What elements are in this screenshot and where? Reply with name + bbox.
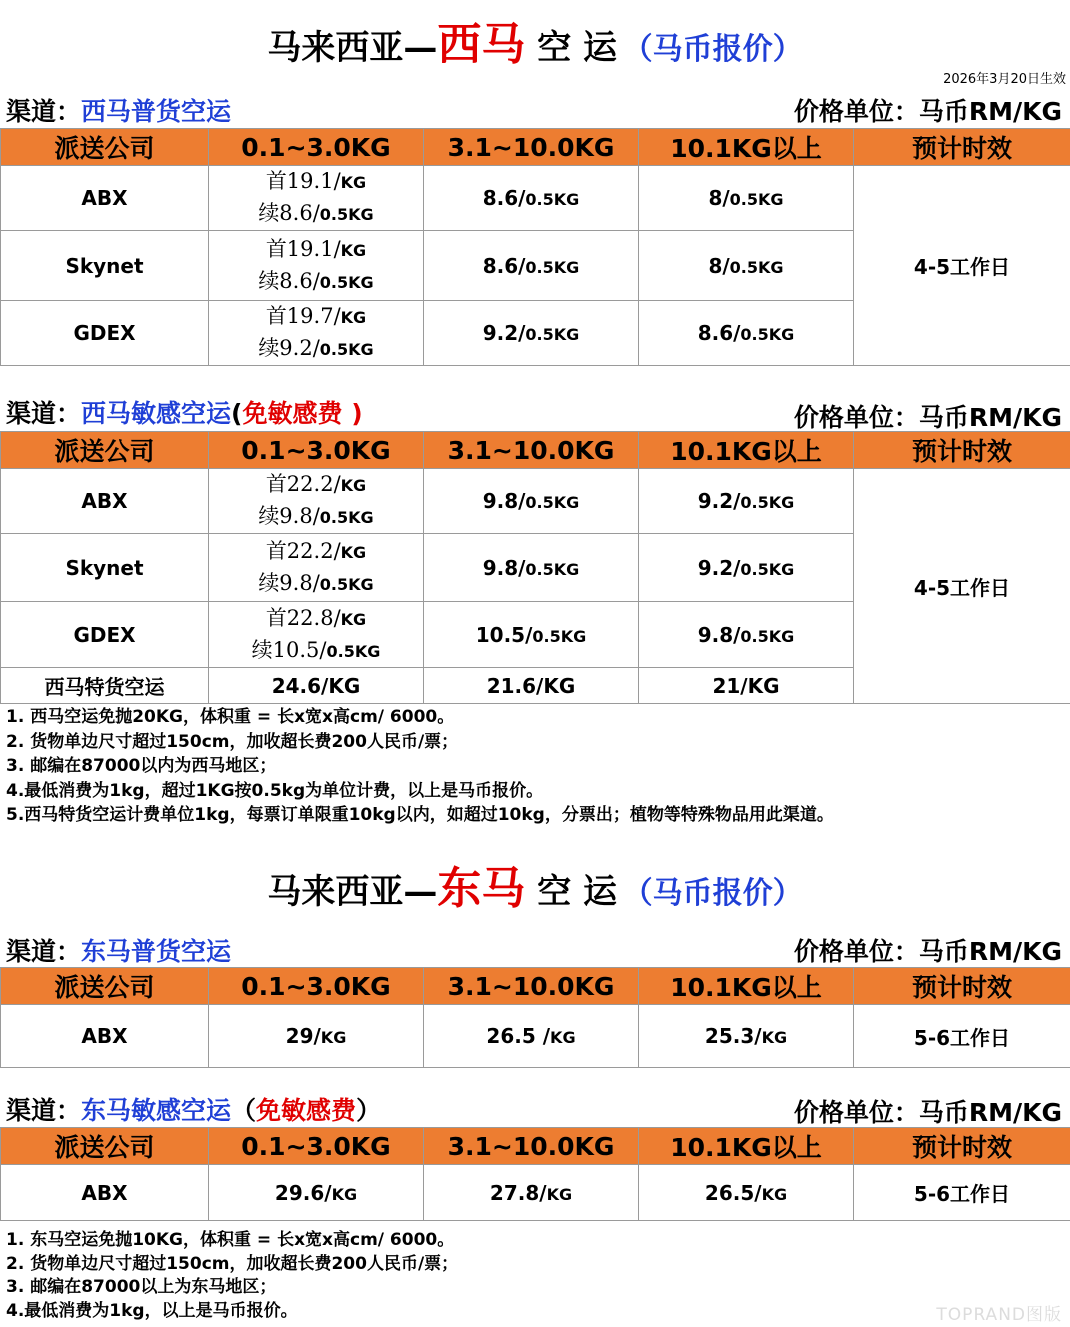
- west-sensitive-channel-row: [0, 394, 1070, 432]
- low-weight-price: 首22.8/KG 续10.5/0.5KG: [209, 602, 424, 668]
- header-high-weight: 10.1KG以上: [639, 129, 854, 166]
- west-title-region: 西马: [437, 19, 526, 70]
- note-line: 5.西马特货空运计费单位1kg，每票订单限重10kg以内，如超过10kg，分票出；植物等特殊物品用此渠道。: [6, 805, 834, 825]
- eta-cell: 5-6工作日: [854, 1005, 1070, 1068]
- high-weight-price: 8.6/0.5KG: [639, 301, 854, 366]
- note-line: 4.最低消费为1kg，超过1KG按0.5kg为单位计费，以上是马币报价。: [6, 780, 544, 801]
- high-weight-price: 25.3/KG: [639, 1005, 854, 1068]
- channel-name: 西马敏感空运: [81, 399, 232, 428]
- table-header-row: [1, 129, 1070, 166]
- header-high-weight: 10.1KG以上: [639, 432, 854, 469]
- note-line: 1. 东马空运免抛10KG，体积重 = 长x宽x高cm/ 6000。: [6, 1230, 455, 1250]
- price-unit-label: 价格单位：马币RM/KG: [793, 937, 1062, 966]
- high-weight-price: 9.8/0.5KG: [639, 602, 854, 668]
- price-unit-label: 价格单位：马币RM/KG: [793, 403, 1062, 432]
- company-name: GDEX: [1, 602, 209, 668]
- channel-extra: 免敏感费: [242, 399, 352, 428]
- header-eta: 预计时效: [854, 432, 1070, 469]
- note-line: 4.最低消费为1kg，以上是马币报价。: [6, 1300, 298, 1321]
- header-eta: 预计时效: [854, 129, 1070, 166]
- table-header-row: [1, 432, 1070, 469]
- channel-label: 渠道：: [6, 97, 82, 126]
- low-weight-price: 首22.2/KG 续9.8/0.5KG: [209, 534, 424, 602]
- channel-name: 东马普货空运: [81, 937, 232, 966]
- channel-label: 渠道：: [6, 399, 82, 428]
- header-mid-weight: 3.1~10.0KG: [424, 1128, 639, 1165]
- header-company: 派送公司: [1, 432, 209, 469]
- high-weight-price: 21/KG: [639, 668, 854, 704]
- effective-date: 2026年3月20日生效: [943, 72, 1066, 87]
- channel-label: 渠道：: [6, 1096, 82, 1125]
- high-weight-price: 8/0.5KG: [639, 166, 854, 231]
- header-mid-weight: 3.1~10.0KG: [424, 968, 639, 1005]
- east-title-prefix: 马来西亚—: [267, 872, 438, 912]
- low-weight-price: 24.6/KG: [209, 668, 424, 704]
- east-general-channel-row: [0, 932, 1070, 966]
- west-general-table: [0, 128, 1070, 366]
- header-low-weight: 0.1~3.0KG: [209, 968, 424, 1005]
- mid-weight-price: 9.8/0.5KG: [424, 469, 639, 534]
- west-notes: [6, 705, 834, 828]
- header-low-weight: 0.1~3.0KG: [209, 1128, 424, 1165]
- mid-weight-price: 8.6/0.5KG: [424, 166, 639, 231]
- mid-weight-price: 9.8/0.5KG: [424, 534, 639, 602]
- mid-weight-price: 26.5 /KG: [424, 1005, 639, 1068]
- header-eta: 预计时效: [854, 968, 1070, 1005]
- east-sensitive-channel: 渠道：东马敏感空运（免敏感费）: [6, 1096, 382, 1125]
- channel-name: 西马普货空运: [81, 97, 232, 126]
- channel-label: 渠道：: [6, 937, 82, 966]
- table-row: [1, 166, 1070, 231]
- low-weight-price: 首22.2/KG 续9.8/0.5KG: [209, 469, 424, 534]
- low-weight-price: 29/KG: [209, 1005, 424, 1068]
- high-weight-price: 26.5/KG: [639, 1165, 854, 1221]
- eta-cell: 4-5工作日: [854, 166, 1070, 366]
- high-weight-price: 9.2/0.5KG: [639, 469, 854, 534]
- high-weight-price: 9.2/0.5KG: [639, 534, 854, 602]
- west-sensitive-channel: 渠道：西马敏感空运(免敏感费 ): [6, 399, 363, 428]
- mid-weight-price: 21.6/KG: [424, 668, 639, 704]
- west-title: [0, 8, 1070, 72]
- low-weight-price: 首19.7/KG 续9.2/0.5KG: [209, 301, 424, 366]
- mid-weight-price: 27.8/KG: [424, 1165, 639, 1221]
- table-header-row: [1, 968, 1070, 1005]
- note-line: 2. 货物单边尺寸超过150cm，加收超长费200人民币/票；: [6, 1253, 459, 1274]
- table-row: [1, 1165, 1070, 1221]
- east-sensitive-table: [0, 1127, 1070, 1221]
- note-line: 1. 西马空运免抛20KG，体积重 = 长x宽x高cm/ 6000。: [6, 707, 455, 727]
- company-name: ABX: [1, 1165, 209, 1221]
- company-name: ABX: [1, 1005, 209, 1068]
- east-notes: [6, 1229, 458, 1323]
- company-name: Skynet: [1, 534, 209, 602]
- eta-cell: 4-5工作日: [854, 469, 1070, 704]
- table-row: [1, 1005, 1070, 1068]
- east-general-table: [0, 967, 1070, 1068]
- west-title-mode: 空 运: [525, 28, 618, 68]
- channel-name: 东马敏感空运: [81, 1096, 232, 1125]
- west-title-prefix: 马来西亚—: [267, 28, 438, 68]
- header-high-weight: 10.1KG以上: [639, 1128, 854, 1165]
- low-weight-price: 首19.1/KG 续8.6/0.5KG: [209, 231, 424, 301]
- header-low-weight: 0.1~3.0KG: [209, 129, 424, 166]
- mid-weight-price: 8.6/0.5KG: [424, 231, 639, 301]
- west-general-channel-row: [0, 92, 1070, 126]
- company-name: Skynet: [1, 231, 209, 301]
- low-weight-price: 首19.1/KG 续8.6/0.5KG: [209, 166, 424, 231]
- west-title-currency: （马币报价）: [622, 32, 803, 67]
- price-unit-label: 价格单位：马币RM/KG: [793, 1098, 1062, 1127]
- channel-extra: 免敏感费: [256, 1096, 357, 1125]
- table-row: [1, 469, 1070, 534]
- east-title-mode: 空 运: [525, 872, 618, 912]
- header-mid-weight: 3.1~10.0KG: [424, 432, 639, 469]
- mid-weight-price: 10.5/0.5KG: [424, 602, 639, 668]
- note-line: 2. 货物单边尺寸超过150cm，加收超长费200人民币/票；: [6, 731, 459, 752]
- east-sensitive-channel-row: [0, 1091, 1070, 1125]
- header-company: 派送公司: [1, 129, 209, 166]
- header-high-weight: 10.1KG以上: [639, 968, 854, 1005]
- west-general-channel: [6, 92, 231, 128]
- east-title: [0, 852, 1070, 916]
- note-line: 3. 邮编在87000以内为西马地区；: [6, 756, 277, 776]
- company-name: ABX: [1, 166, 209, 231]
- low-weight-price: 29.6/KG: [209, 1165, 424, 1221]
- company-name: GDEX: [1, 301, 209, 366]
- header-low-weight: 0.1~3.0KG: [209, 432, 424, 469]
- header-mid-weight: 3.1~10.0KG: [424, 129, 639, 166]
- eta-cell: 5-6工作日: [854, 1165, 1070, 1221]
- mid-weight-price: 9.2/0.5KG: [424, 301, 639, 366]
- table-header-row: [1, 1128, 1070, 1165]
- company-name: ABX: [1, 469, 209, 534]
- price-unit-label: 价格单位：马币RM/KG: [793, 97, 1062, 126]
- header-eta: 预计时效: [854, 1128, 1070, 1165]
- note-line: 3. 邮编在87000以上为东马地区；: [6, 1277, 277, 1297]
- company-name: 西马特货空运: [1, 668, 209, 704]
- east-general-channel: [6, 932, 231, 968]
- watermark-logo: TOPRAND图版: [936, 1305, 1062, 1325]
- high-weight-price: 8/0.5KG: [639, 231, 854, 301]
- east-title-region: 东马: [437, 863, 526, 914]
- header-company: 派送公司: [1, 968, 209, 1005]
- west-sensitive-table: [0, 431, 1070, 704]
- east-title-currency: （马币报价）: [622, 876, 803, 911]
- header-company: 派送公司: [1, 1128, 209, 1165]
